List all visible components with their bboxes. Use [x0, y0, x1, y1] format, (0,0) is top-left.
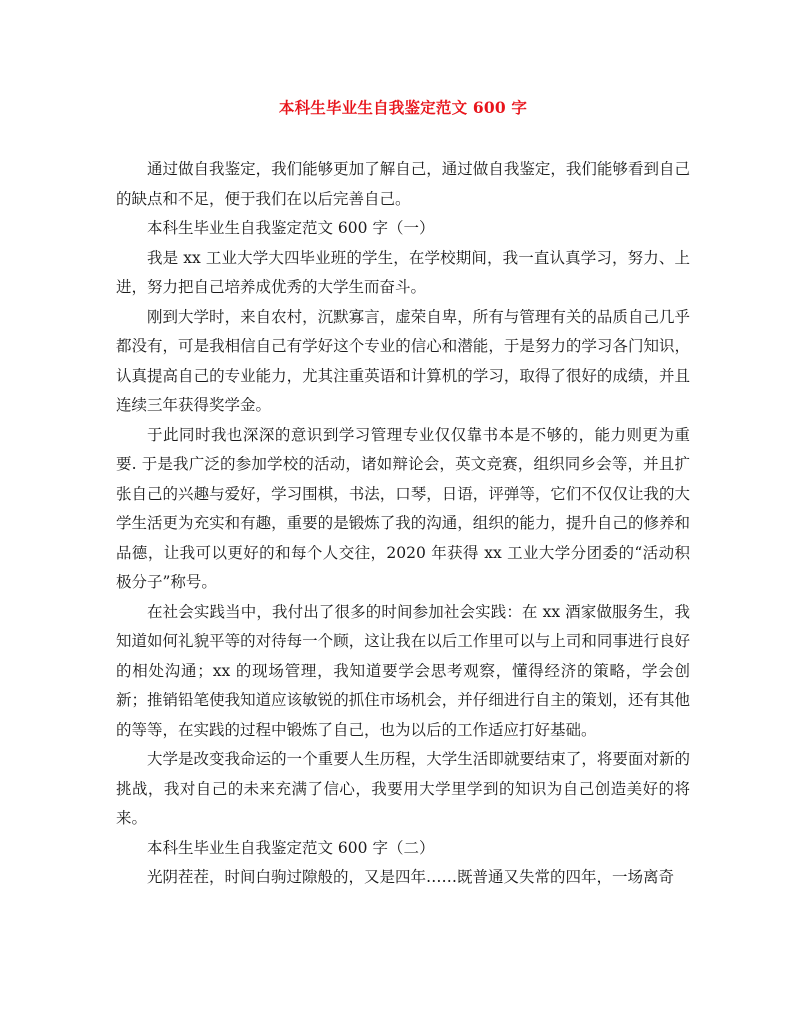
body-paragraph: 光阴茬茬，时间白驹过隙般的，又是四年……既普通又失常的四年，一场离奇: [147, 868, 675, 886]
section-heading-two: 本科生毕业生自我鉴定范文 600 字（二）: [147, 838, 435, 857]
intro-paragraph: 通过做自我鉴定，我们能够更加了解自己，通过做自我鉴定，我们能够看到自己的缺点和不足，便于我们在以后完善自己。: [116, 160, 690, 208]
section-heading-one: 本科生毕业生自我鉴定范文 600 字（一）: [147, 219, 435, 237]
body-paragraph: 于此同时我也深深的意识到学习管理专业仅仅靠书本是不够的，能力则更为重要. 于是我广泛的参加学校的活动，诸如辩论会，英文竞赛，组织同乡会等，并且扩张自己的兴趣与爱好，学习围棋，书法，口琴，日语，评弹等，它们不仅仅让我的大学生活更为充实和有趣，重要的是锻炼了我的沟通，组织的能力，提升自己的修养和品德，让我可以更好的和每个人交往，2020 年获得 xx 工业大学分团委的“活动积极分子”称号。: [116, 425, 690, 591]
body-paragraph: 我是 xx 工业大学大四毕业班的学生，在学校期间，我一直认真学习，努力、上进，努力把自己培养成优秀的大学生而奋斗。: [116, 248, 690, 296]
body-paragraph: 刚到大学时，来自农村，沉默寡言，虚荣自卑，所有与管理有关的品质自己几乎都没有，可是我相信自己有学好这个专业的信心和潜能，于是努力的学习各门知识，认真提高自己的专业能力，尤其注重英语和计算机的学习，取得了很好的成绩，并且连续三年获得奖学金。: [116, 307, 690, 414]
body-paragraph: 大学是改变我命运的一个重要人生历程，大学生活即就要结束了，将要面对新的挑战，我对自己的未来充满了信心，我要用大学里学到的知识为自己创造美好的将来。: [116, 750, 690, 827]
body-paragraph: 在社会实践当中，我付出了很多的时间参加社会实践：在 xx 酒家做服务生，我知道如何礼貌平等的对待每一个顾，这让我在以后工作里可以与上司和同事进行良好的相处沟通；xx 的现场管理，我知道要学会思考观察，懂得经济的策略，学会创新；推销铅笔使我知道应该敏锐的抓住市场机会，并仔细进行自主的策划，还有其他的等等，在实践的过程中锻炼了自己，也为以后的工作适应打好基础。: [116, 602, 690, 739]
document-title: 本科生毕业生自我鉴定范文 600 字: [278, 98, 528, 117]
